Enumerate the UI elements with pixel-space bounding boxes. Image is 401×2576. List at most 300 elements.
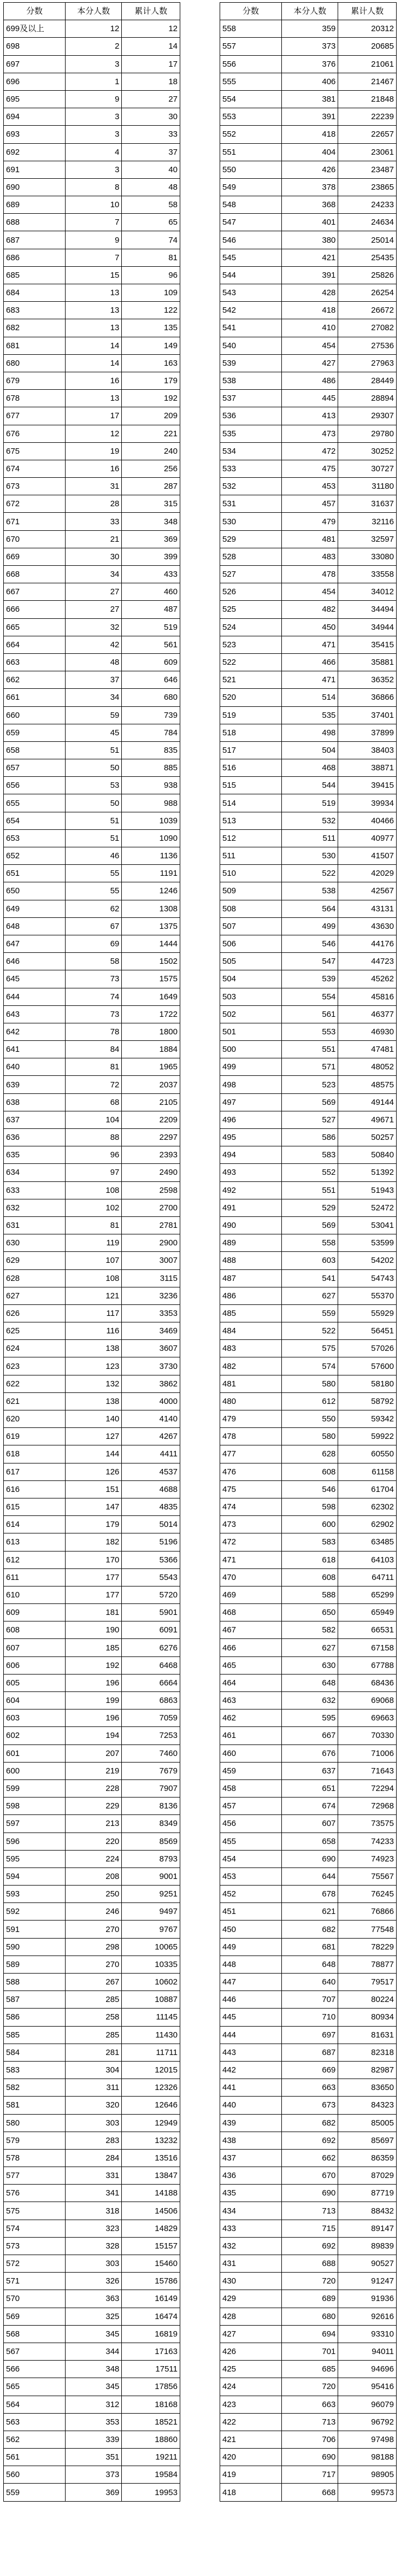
- count-cell: 406: [282, 73, 338, 90]
- cumulative-cell: 51943: [338, 1181, 397, 1199]
- score-cell: 661: [4, 689, 66, 706]
- count-cell: 380: [282, 231, 338, 249]
- score-cell: 625: [4, 1322, 66, 1340]
- score-cell: 593: [4, 1886, 66, 1903]
- table-row: [4, 284, 180, 302]
- cumulative-cell: 1246: [122, 882, 180, 900]
- cumulative-cell: 61158: [338, 1463, 397, 1480]
- cumulative-cell: 6091: [122, 1621, 180, 1639]
- score-cell: 647: [4, 935, 66, 952]
- count-cell: 373: [66, 2466, 122, 2484]
- score-cell: 505: [220, 953, 282, 970]
- score-cell: 522: [220, 653, 282, 671]
- score-cell: 508: [220, 900, 282, 917]
- score-cell: 614: [4, 1516, 66, 1533]
- score-cell: 581: [4, 2097, 66, 2114]
- cumulative-cell: 6664: [122, 1674, 180, 1691]
- table-row: [4, 1005, 180, 1023]
- score-cell: 590: [4, 1938, 66, 1956]
- count-cell: 630: [282, 1656, 338, 1674]
- score-cell: 613: [4, 1533, 66, 1551]
- cumulative-cell: 89147: [338, 2220, 397, 2237]
- table-row: [4, 1551, 180, 1568]
- count-cell: 59: [66, 706, 122, 724]
- score-cell: 671: [4, 513, 66, 530]
- score-cell: 560: [4, 2466, 66, 2484]
- count-cell: 344: [66, 2343, 122, 2360]
- count-cell: 10: [66, 196, 122, 214]
- count-cell: 27: [66, 583, 122, 601]
- count-cell: 428: [282, 284, 338, 302]
- count-cell: 539: [282, 970, 338, 988]
- count-cell: 564: [282, 900, 338, 917]
- count-cell: 621: [282, 1903, 338, 1921]
- table-row: [220, 1093, 397, 1111]
- score-cell: 603: [4, 1709, 66, 1727]
- table-row: [4, 794, 180, 812]
- table-row: [4, 1287, 180, 1304]
- count-cell: 285: [66, 2026, 122, 2044]
- count-cell: 553: [282, 1023, 338, 1040]
- score-cell: 612: [4, 1551, 66, 1568]
- cumulative-cell: 79517: [338, 1974, 397, 1991]
- score-cell: 492: [220, 1181, 282, 1199]
- score-cell: 476: [220, 1463, 282, 1480]
- table-row: [4, 372, 180, 389]
- count-cell: 663: [282, 2079, 338, 2097]
- cumulative-cell: 65299: [338, 1586, 397, 1603]
- table-row: [4, 1463, 180, 1480]
- score-cell: 679: [4, 372, 66, 389]
- count-cell: 707: [282, 1991, 338, 2009]
- count-cell: 535: [282, 706, 338, 724]
- score-cell: 458: [220, 1779, 282, 1797]
- count-cell: 706: [282, 2431, 338, 2448]
- table-row: [220, 1674, 397, 1691]
- count-cell: 31: [66, 478, 122, 495]
- count-cell: 473: [282, 425, 338, 442]
- cumulative-cell: 69068: [338, 1692, 397, 1709]
- score-cell: 448: [220, 1956, 282, 1973]
- cumulative-cell: 3236: [122, 1287, 180, 1304]
- count-cell: 67: [66, 917, 122, 935]
- count-cell: 213: [66, 1815, 122, 1833]
- count-cell: 283: [66, 2132, 122, 2149]
- table-body-left: [4, 20, 180, 2501]
- count-cell: 96: [66, 1146, 122, 1164]
- count-cell: 55: [66, 865, 122, 882]
- table-row: [4, 1445, 180, 1463]
- score-cell: 662: [4, 671, 66, 689]
- count-cell: 304: [66, 2061, 122, 2079]
- score-cell: 566: [4, 2361, 66, 2378]
- count-cell: 546: [282, 1480, 338, 1498]
- table-row: [220, 583, 397, 601]
- table-row: [4, 478, 180, 495]
- table-row: [4, 1516, 180, 1533]
- count-cell: 3: [66, 126, 122, 143]
- score-cell: 490: [220, 1216, 282, 1234]
- score-cell: 509: [220, 882, 282, 900]
- score-cell: 589: [4, 1956, 66, 1973]
- cumulative-cell: 66531: [338, 1621, 397, 1639]
- cumulative-cell: 2393: [122, 1146, 180, 1164]
- count-cell: 697: [282, 2026, 338, 2044]
- count-cell: 46: [66, 847, 122, 865]
- score-cell: 579: [4, 2132, 66, 2149]
- count-cell: 345: [66, 2378, 122, 2396]
- count-cell: 603: [282, 1252, 338, 1269]
- table-row: [220, 2061, 397, 2079]
- cumulative-cell: 348: [122, 513, 180, 530]
- table-row: [220, 1322, 397, 1340]
- table-row: [220, 196, 397, 214]
- score-cell: 690: [4, 178, 66, 196]
- cumulative-cell: 39934: [338, 794, 397, 812]
- count-cell: 523: [282, 1076, 338, 1093]
- count-cell: 720: [282, 2273, 338, 2290]
- cumulative-cell: 149: [122, 337, 180, 354]
- count-cell: 640: [282, 1974, 338, 1991]
- cumulative-cell: 16474: [122, 2308, 180, 2325]
- cumulative-cell: 15786: [122, 2273, 180, 2290]
- score-cell: 660: [4, 706, 66, 724]
- table-row: [220, 1798, 397, 1815]
- cumulative-cell: 78877: [338, 1956, 397, 1973]
- score-cell: 637: [4, 1111, 66, 1128]
- count-cell: 662: [282, 2149, 338, 2167]
- score-cell: 594: [4, 1867, 66, 1885]
- count-cell: 81: [66, 1216, 122, 1234]
- score-cell: 601: [4, 1744, 66, 1762]
- table-row: [4, 1304, 180, 1322]
- cumulative-cell: 51392: [338, 1164, 397, 1181]
- score-cell: 652: [4, 847, 66, 865]
- score-cell: 421: [220, 2431, 282, 2448]
- cumulative-cell: 11711: [122, 2044, 180, 2061]
- count-cell: 7: [66, 214, 122, 231]
- count-cell: 670: [282, 2167, 338, 2185]
- cumulative-cell: 98905: [338, 2466, 397, 2484]
- cumulative-cell: 65949: [338, 1604, 397, 1621]
- table-row: [220, 1164, 397, 1181]
- count-cell: 583: [282, 1533, 338, 1551]
- table-row: [4, 1146, 180, 1164]
- table-row: [220, 231, 397, 249]
- count-cell: 454: [282, 337, 338, 354]
- score-cell: 586: [4, 2009, 66, 2026]
- table-row: [220, 1886, 397, 1903]
- count-cell: 34: [66, 566, 122, 583]
- score-cell: 502: [220, 1005, 282, 1023]
- count-cell: 138: [66, 1392, 122, 1410]
- table-row: [220, 1692, 397, 1709]
- table-row: [4, 2097, 180, 2114]
- cumulative-cell: 369: [122, 530, 180, 548]
- count-cell: 192: [66, 1656, 122, 1674]
- cumulative-cell: 13847: [122, 2167, 180, 2185]
- table-row: [220, 2079, 397, 2097]
- table-row: [220, 1991, 397, 2009]
- count-cell: 17: [66, 407, 122, 425]
- cumulative-cell: 17163: [122, 2343, 180, 2360]
- table-row: [220, 1744, 397, 1762]
- score-cell: 669: [4, 548, 66, 565]
- cumulative-cell: 47481: [338, 1041, 397, 1058]
- table-row: [220, 1815, 397, 1833]
- table-row: [220, 2149, 397, 2167]
- score-cell: 635: [4, 1146, 66, 1164]
- table-row: [4, 2325, 180, 2343]
- score-cell: 451: [220, 1903, 282, 1921]
- table-row: [220, 284, 397, 302]
- score-cell: 447: [220, 1974, 282, 1991]
- cumulative-cell: 26672: [338, 302, 397, 319]
- count-cell: 690: [282, 2449, 338, 2466]
- count-cell: 69: [66, 935, 122, 952]
- count-cell: 138: [66, 1340, 122, 1357]
- count-cell: 457: [282, 495, 338, 513]
- count-cell: 583: [282, 1146, 338, 1164]
- table-row: [220, 1639, 397, 1656]
- table-row: [220, 2361, 397, 2378]
- count-cell: 3: [66, 161, 122, 178]
- table-row: [220, 1146, 397, 1164]
- count-cell: 499: [282, 917, 338, 935]
- count-cell: 663: [282, 2396, 338, 2413]
- cumulative-cell: 5543: [122, 1568, 180, 1586]
- count-cell: 618: [282, 1551, 338, 1568]
- score-cell: 428: [220, 2308, 282, 2325]
- cumulative-cell: 221: [122, 425, 180, 442]
- table-row: [4, 1234, 180, 1252]
- count-cell: 73: [66, 1005, 122, 1023]
- count-cell: 612: [282, 1392, 338, 1410]
- count-cell: 177: [66, 1586, 122, 1603]
- cumulative-cell: 44723: [338, 953, 397, 970]
- count-cell: 62: [66, 900, 122, 917]
- table-row: [220, 1498, 397, 1515]
- count-cell: 208: [66, 1867, 122, 1885]
- count-cell: 298: [66, 1938, 122, 1956]
- score-cell: 699及以上: [4, 20, 66, 38]
- score-cell: 539: [220, 354, 282, 372]
- score-cell: 648: [4, 917, 66, 935]
- table-row: [4, 1727, 180, 1744]
- table-row: [220, 108, 397, 126]
- table-row: [220, 618, 397, 636]
- cumulative-cell: 680: [122, 689, 180, 706]
- cumulative-cell: 30727: [338, 460, 397, 477]
- cumulative-cell: 75567: [338, 1867, 397, 1885]
- count-cell: 373: [282, 38, 338, 55]
- cumulative-cell: 94696: [338, 2361, 397, 2378]
- score-cell: 598: [4, 1798, 66, 1815]
- cumulative-cell: 519: [122, 618, 180, 636]
- cumulative-cell: 12949: [122, 2114, 180, 2132]
- cumulative-cell: 68436: [338, 1674, 397, 1691]
- score-cell: 503: [220, 988, 282, 1005]
- cumulative-cell: 49144: [338, 1093, 397, 1111]
- score-cell: 663: [4, 653, 66, 671]
- cumulative-cell: 1191: [122, 865, 180, 882]
- score-cell: 517: [220, 741, 282, 759]
- cumulative-cell: 43630: [338, 917, 397, 935]
- score-cell: 584: [4, 2044, 66, 2061]
- count-cell: 147: [66, 1498, 122, 1515]
- count-cell: 713: [282, 2413, 338, 2431]
- cumulative-cell: 29780: [338, 425, 397, 442]
- count-cell: 504: [282, 741, 338, 759]
- score-cell: 466: [220, 1639, 282, 1656]
- count-cell: 466: [282, 653, 338, 671]
- score-cell: 592: [4, 1903, 66, 1921]
- score-cell: 567: [4, 2343, 66, 2360]
- count-cell: 1: [66, 73, 122, 90]
- count-cell: 9: [66, 90, 122, 108]
- table-row: [4, 1023, 180, 1040]
- score-cell: 618: [4, 1445, 66, 1463]
- count-cell: 132: [66, 1375, 122, 1392]
- count-cell: 580: [282, 1375, 338, 1392]
- count-cell: 328: [66, 2237, 122, 2255]
- count-cell: 108: [66, 1269, 122, 1287]
- count-cell: 483: [282, 548, 338, 565]
- table-row: [220, 1304, 397, 1322]
- score-cell: 510: [220, 865, 282, 882]
- table-row: [220, 2132, 397, 2149]
- count-cell: 326: [66, 2273, 122, 2290]
- cumulative-cell: 21848: [338, 90, 397, 108]
- score-cell: 427: [220, 2325, 282, 2343]
- cumulative-cell: 30252: [338, 442, 397, 460]
- count-cell: 550: [282, 1410, 338, 1428]
- cumulative-cell: 122: [122, 302, 180, 319]
- table-row: [220, 2396, 397, 2413]
- table-row: [4, 953, 180, 970]
- score-cell: 576: [4, 2185, 66, 2202]
- table-row: [4, 2009, 180, 2026]
- score-cell: 425: [220, 2361, 282, 2378]
- score-cell: 610: [4, 1586, 66, 1603]
- table-row: [220, 970, 397, 988]
- count-cell: 14: [66, 337, 122, 354]
- cumulative-cell: 1502: [122, 953, 180, 970]
- table-row: [4, 249, 180, 266]
- count-cell: 12: [66, 20, 122, 38]
- table-row: [220, 689, 397, 706]
- table-row: [4, 178, 180, 196]
- count-cell: 551: [282, 1041, 338, 1058]
- score-cell: 680: [4, 354, 66, 372]
- table-row: [4, 970, 180, 988]
- cumulative-cell: 23865: [338, 178, 397, 196]
- score-cell: 518: [220, 724, 282, 741]
- table-row: [220, 249, 397, 266]
- count-cell: 680: [282, 2308, 338, 2325]
- cumulative-cell: 80224: [338, 1991, 397, 2009]
- table-row: [220, 1199, 397, 1216]
- score-cell: 454: [220, 1850, 282, 1867]
- table-row: [4, 1886, 180, 1903]
- table-row: [220, 407, 397, 425]
- cumulative-cell: 88432: [338, 2202, 397, 2220]
- cumulative-cell: 35415: [338, 636, 397, 653]
- table-row: [4, 2237, 180, 2255]
- score-cell: 665: [4, 618, 66, 636]
- cumulative-cell: 74923: [338, 1850, 397, 1867]
- score-cell: 537: [220, 390, 282, 407]
- count-cell: 391: [282, 266, 338, 284]
- count-cell: 720: [282, 2378, 338, 2396]
- score-cell: 630: [4, 1234, 66, 1252]
- table-row: [220, 1357, 397, 1375]
- table-row: [220, 1833, 397, 1850]
- cumulative-cell: 7253: [122, 1727, 180, 1744]
- count-cell: 13: [66, 319, 122, 337]
- score-cell: 544: [220, 266, 282, 284]
- score-cell: 627: [4, 1287, 66, 1304]
- score-cell: 645: [4, 970, 66, 988]
- count-cell: 689: [282, 2290, 338, 2308]
- cumulative-cell: 9767: [122, 1921, 180, 1938]
- cumulative-cell: 54202: [338, 1252, 397, 1269]
- count-cell: 267: [66, 1974, 122, 1991]
- count-cell: 546: [282, 935, 338, 952]
- cumulative-cell: 82318: [338, 2044, 397, 2061]
- score-cell: 532: [220, 478, 282, 495]
- cumulative-cell: 2209: [122, 1111, 180, 1128]
- cumulative-cell: 18: [122, 73, 180, 90]
- count-cell: 648: [282, 1956, 338, 1973]
- cumulative-cell: 54743: [338, 1269, 397, 1287]
- header-count: 本分人数: [282, 3, 338, 20]
- table-row: [4, 2308, 180, 2325]
- cumulative-cell: 19584: [122, 2466, 180, 2484]
- table-row: [4, 2079, 180, 2097]
- table-row: [220, 1216, 397, 1234]
- score-cell: 484: [220, 1322, 282, 1340]
- count-cell: 117: [66, 1304, 122, 1322]
- cumulative-cell: 32116: [338, 513, 397, 530]
- cumulative-cell: 21467: [338, 73, 397, 90]
- cumulative-cell: 9251: [122, 1886, 180, 1903]
- count-cell: 121: [66, 1287, 122, 1304]
- count-cell: 339: [66, 2431, 122, 2448]
- table-row: [220, 1921, 397, 1938]
- table-row: [220, 601, 397, 618]
- cumulative-cell: 18860: [122, 2431, 180, 2448]
- table-row: [220, 741, 397, 759]
- cumulative-cell: 81: [122, 249, 180, 266]
- count-cell: 688: [282, 2255, 338, 2273]
- cumulative-cell: 18168: [122, 2396, 180, 2413]
- table-row: [220, 882, 397, 900]
- table-row: [220, 126, 397, 143]
- count-cell: 102: [66, 1199, 122, 1216]
- cumulative-cell: 487: [122, 601, 180, 618]
- score-cell: 445: [220, 2009, 282, 2026]
- cumulative-cell: 52472: [338, 1199, 397, 1216]
- count-cell: 318: [66, 2202, 122, 2220]
- score-cell: 571: [4, 2273, 66, 2290]
- count-cell: 598: [282, 1498, 338, 1515]
- score-cell: 526: [220, 583, 282, 601]
- table-row: [220, 900, 397, 917]
- table-row: [4, 425, 180, 442]
- score-cell: 511: [220, 847, 282, 865]
- count-cell: 182: [66, 1533, 122, 1551]
